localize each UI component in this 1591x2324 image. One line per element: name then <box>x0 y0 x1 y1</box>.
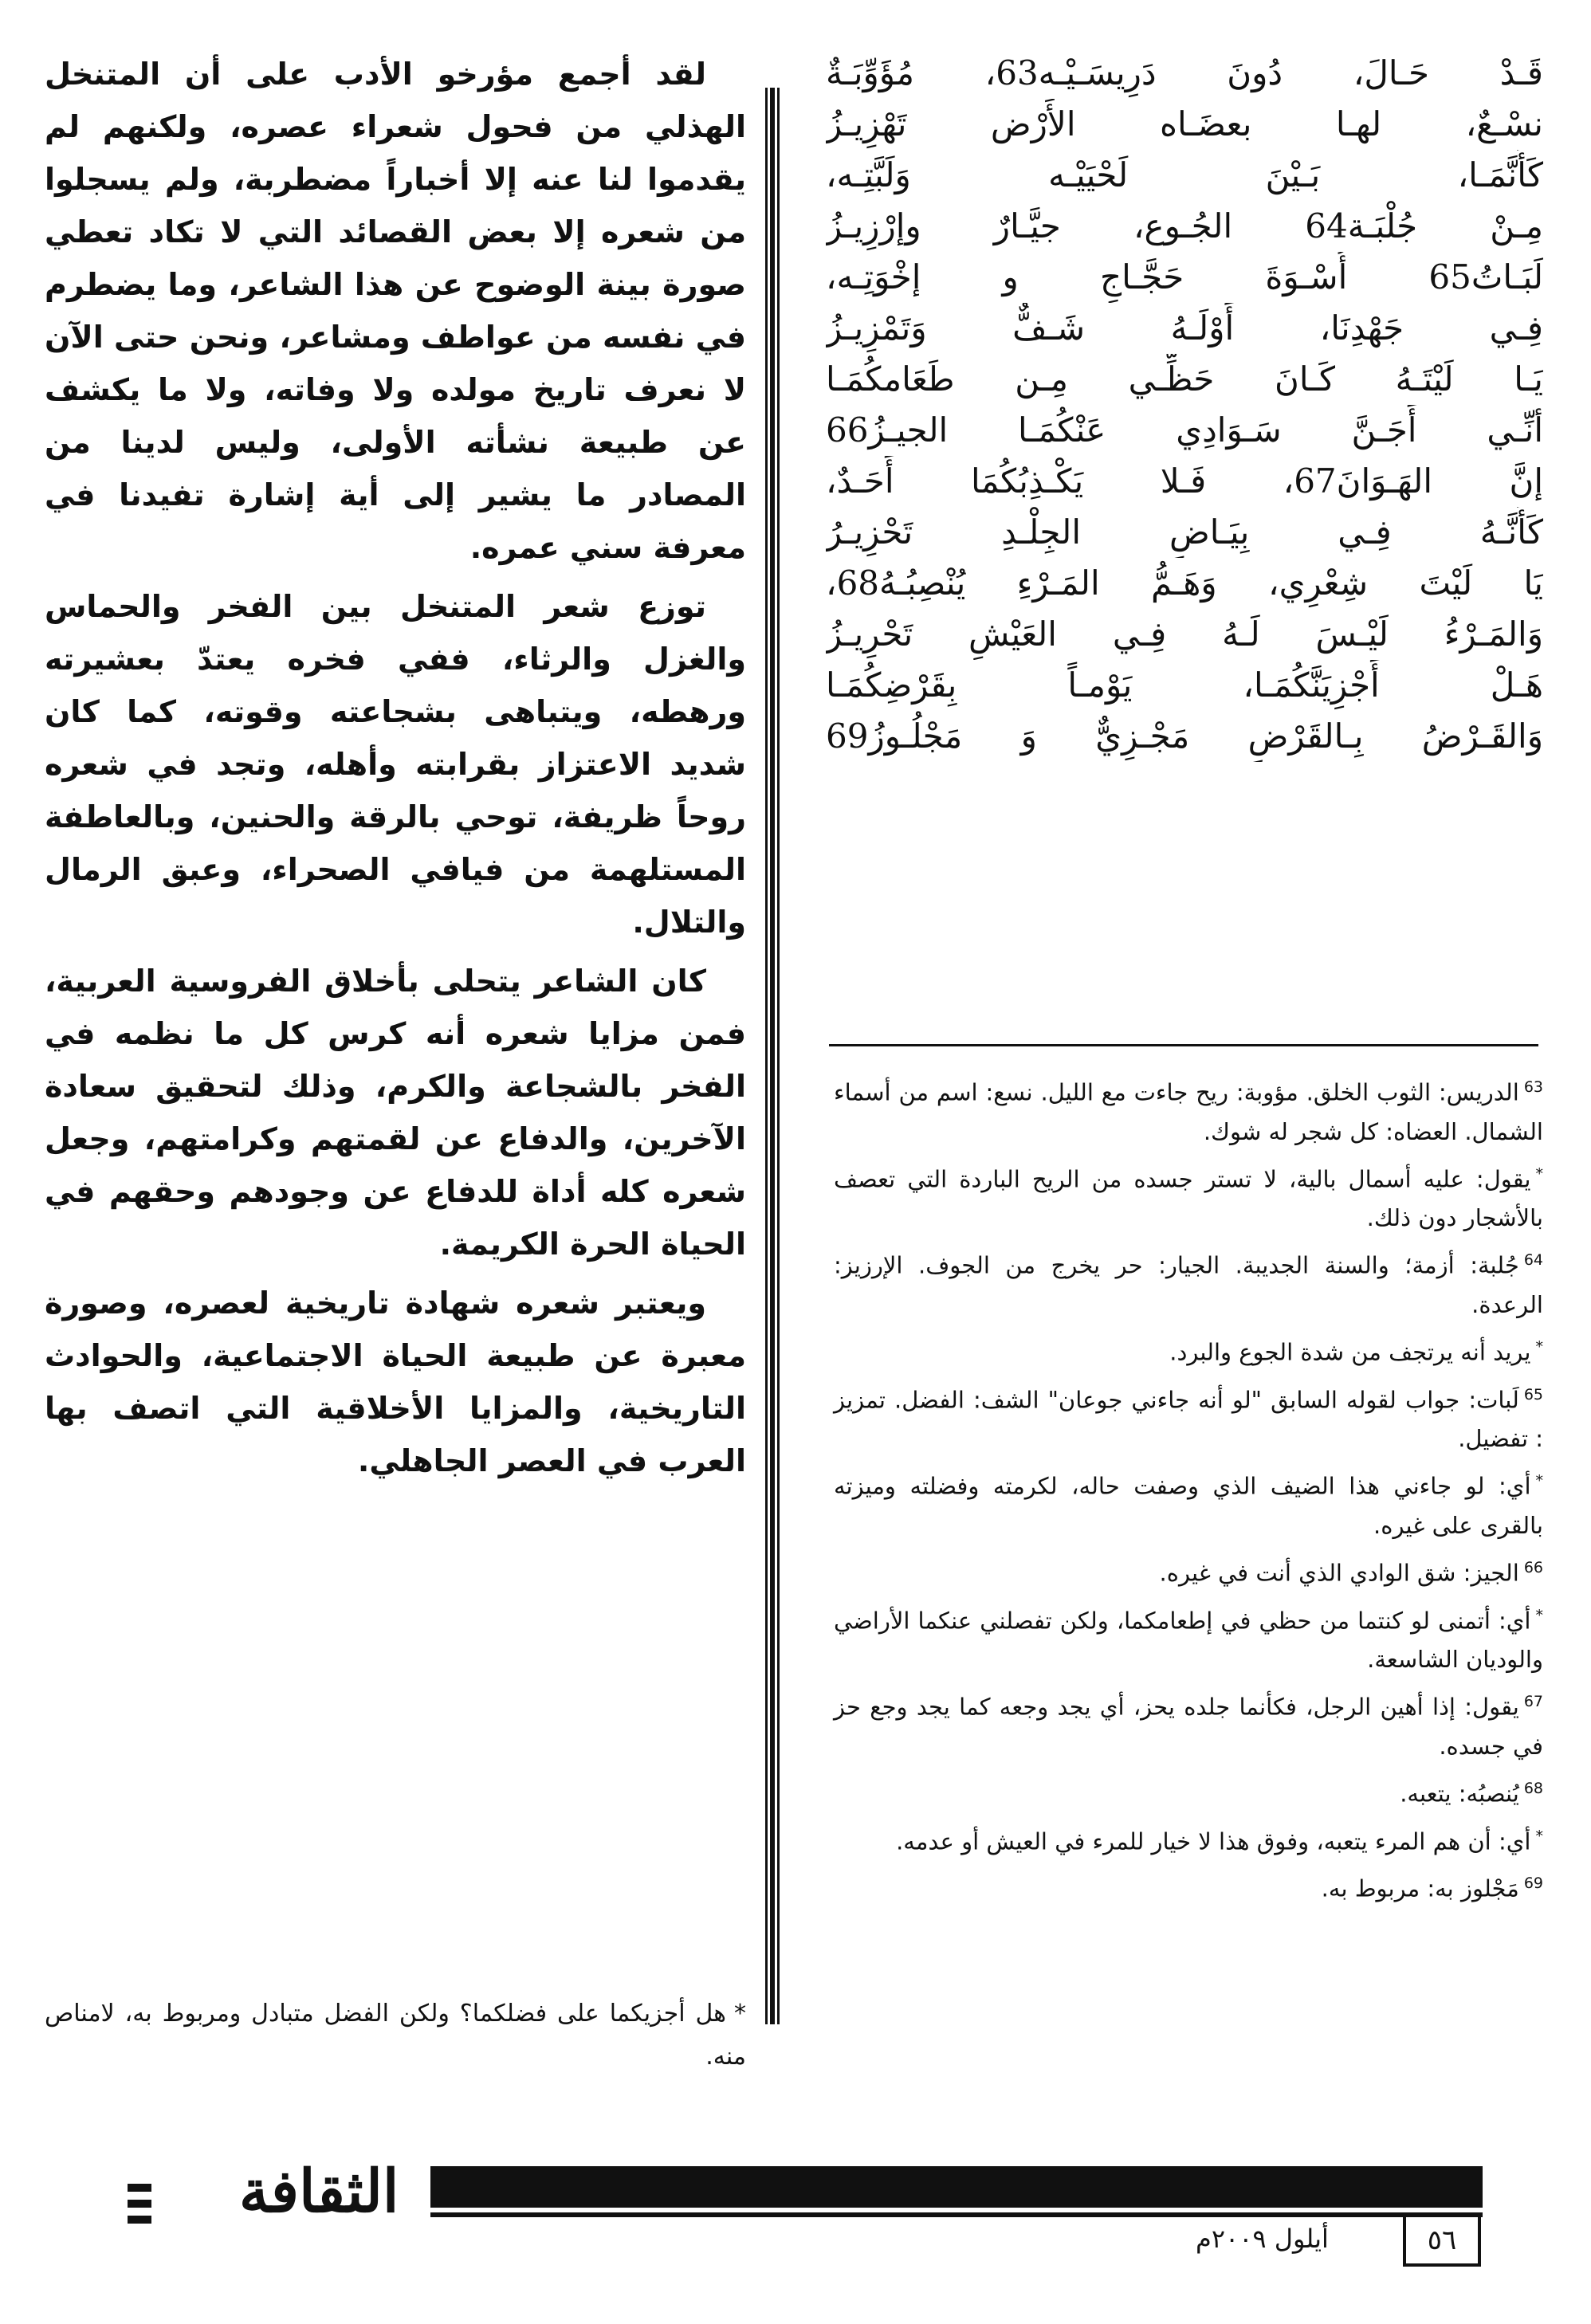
footnote-text: أي: أن هم المرء يتعبه، وفوق هذا لا خيار للمرء في العيش أو عدمه. <box>896 1827 1531 1855</box>
footnote <box>834 1376 1543 1459</box>
footnote-text: يريد أنه يرتجف من شدة الجوع والبرد. <box>1169 1338 1531 1366</box>
poem-verse: وَالقَـرْضُ بِـالقَرْضِ مَجْـزِيٌّ وَ مَجْلُـوزُ69 <box>826 716 1543 756</box>
poem-verse: قَـدْ حَـالَ، دُونَ دَرِيسَـيْـه63، مُؤَوِّبَـةٌ <box>826 53 1543 92</box>
poem-verse: وَالمَـرْءُ لَيْـسَ لَـهُ فِـي العَيْشِ تَحْرِيـزُ <box>826 614 1543 654</box>
footnote-rule <box>829 1044 1538 1046</box>
footnote-text: لَبات: جواب لقوله السابق "لو أنه جاءني جوعان" الشف: الفضل. تمزيز : تفضيل. <box>834 1386 1543 1453</box>
poem-verse: نسْـعٌ، لهـا بعضَـاه الأَرْض تَهْزِيـزُ <box>826 104 1543 143</box>
page-number: ٥٦ <box>1403 2214 1481 2267</box>
logo-bar <box>128 2216 151 2224</box>
footnote-number: 68 <box>1523 1779 1543 1797</box>
footnote <box>834 1682 1543 1766</box>
footnote <box>834 1864 1543 1909</box>
footnote-text: الجيز: شق الوادي الذي أنت في غيره. <box>1159 1559 1519 1587</box>
footnote-number: * <box>1535 1827 1543 1845</box>
footnote-number: 69 <box>1523 1875 1543 1893</box>
magazine-logo: الثقافة <box>239 2157 399 2226</box>
footnote <box>834 1549 1543 1593</box>
footnote-number: * <box>1535 1164 1543 1183</box>
essay-footnote <box>45 1992 746 2079</box>
logo-bar <box>128 2200 151 2208</box>
poem-verse: كَأَنَّمَـا، بَـيْنَ لَحْيَيْـه وَلَبَّتِـه، <box>826 155 1543 194</box>
footnote-text: يقول: إذا أهين الرجل، فكأنما جلده يحز، أي يجد وجعه كما يجد وجع حز في جسده. <box>834 1693 1543 1760</box>
issue-date: أيلول ٢٠٠٩م <box>1196 2224 1329 2254</box>
footnote <box>834 1596 1543 1680</box>
essay-paragraph: كان الشاعر يتحلى بأخلاق الفروسية العربية، فمن مزايا شعره أنه كرس كل ما نظمه في الفخر بالشجاعة والكرم، وذلك لتحقيق سعادة الآخرين، والدفاع عن لقمتهم وكرامتهم، وجعل شعره كله أداة للدفاع عن وجودهم وحقهم في الحياة الحرة الكريمة. <box>45 964 746 1262</box>
logo-bar <box>128 2184 151 2192</box>
essay-paragraph: ويعتبر شعره شهادة تاريخية لعصره، وصورة معبرة عن طبيعة الحياة الاجتماعية، والحوادث التاريخية، والمزايا الأخلاقية التي اتصف بها العرب في العصر الجاهلي. <box>45 1286 746 1478</box>
footnote-number: 63 <box>1523 1078 1543 1096</box>
footnote-number: 67 <box>1523 1693 1543 1711</box>
poem-verse: يَا لَيْتَ شِعْرِي، وَهَـمُّ المَـرْءِ يُنْصِبُـهُ68، <box>826 563 1543 603</box>
footer-bar <box>430 2166 1483 2208</box>
column-divider <box>765 88 781 2024</box>
poem-verse: إنَّ الهَـوَانَ67، فَـلا يَكْـذِبُكُمَا أَحَـدٌ، <box>826 461 1543 501</box>
footnote-text: الدريس: الثوب الخلق. مؤوبة: ريح جاءت مع الليل. نسع: اسم من أسماء الشمال. العضاه: كل شجر له شوك. <box>834 1078 1543 1145</box>
footnote-number: * <box>1535 1606 1543 1624</box>
footnote-text: أي: لو جاءني هذا الضيف الذي وصفت حاله، لكرمته وفضلته وميزته بالقرى على غيره. <box>834 1472 1543 1539</box>
footnote-number: 65 <box>1523 1385 1543 1403</box>
footnote-number: * <box>1535 1337 1543 1356</box>
footnote <box>834 1068 1543 1152</box>
footnote-text: يقول: عليه أسمال بالية، لا تستر جسده من الريح الباردة التي تعصف بالأشجار دون ذلك. <box>834 1165 1543 1232</box>
poem-verse: لَبَـاتُ65 أُسْـوَةَ حَجَّـاجٍ و إخْوَتِـه، <box>826 257 1543 296</box>
footnote <box>834 1241 1543 1325</box>
footnote <box>834 1817 1543 1862</box>
poem-block <box>826 48 1543 762</box>
footnote-text: مَجْلوز به: مربوط به. <box>1321 1875 1519 1902</box>
footnote <box>834 1462 1543 1545</box>
footnotes-block <box>834 1068 1543 1912</box>
essay-paragraph: توزع شعر المتنخل بين الفخر والحماس والغزل والرثاء، ففي فخره يعتدّ بعشيرته ورهطه، ويتباهى بشجاعته وقوته، كما كان شديد الاعتزاز بقرابته وأهله، وتجد في شعره روحاً ظريفة، توحي بالرقة والحنين، وبالعاطفة المستلهمة من فيافي الصحراء، وعبق الرمال والتلال. <box>45 589 746 940</box>
footnote-text: أي: أتمنى لو كنتما من حظي في إطعامكما، ولكن تفصلني عنكما الأراضي والوديان الشاسعة. <box>834 1607 1543 1674</box>
poem-verse: فِـي جَهْدِنَا، أَوْلَـهُ شَـفٌّ وَتَمْزِيـزُ <box>826 308 1543 347</box>
essay-block <box>45 48 746 1494</box>
note-text: هل أجزيكما على فضلكما؟ ولكن الفضل متبادل ومربوط به، لامناص منه. <box>45 2000 746 2071</box>
footnote-text: جُلبة: أزمة؛ والسنة الجديبة. الجيار: حر يخرج من الجوف. الإرزيز: الرعدة. <box>834 1251 1543 1318</box>
poem-verse: يَـا لَيْتَـهُ كَـانَ حَظِّـي مِـن طَعَامكُمَـا <box>826 359 1543 398</box>
footnote-number: 64 <box>1523 1251 1543 1270</box>
footnote-text: يُنصبُه: يتعبه. <box>1400 1780 1519 1808</box>
poem-verse: كَأَنَّـهُ فِـي بِيَـاضِ الجِلْـدِ تَحْزِيـرُ <box>826 512 1543 552</box>
footnote-number: 66 <box>1523 1558 1543 1576</box>
footnote-number: * <box>1535 1472 1543 1490</box>
footnote <box>834 1769 1543 1814</box>
note-star: * <box>734 2000 746 2028</box>
poem-verse: أنِّـي أَجَـنَّ سَـوَادِي عَنْكُمَـا الجيـزُ66 <box>826 410 1543 449</box>
footnote <box>834 1155 1543 1239</box>
poem-verse: هَـلْ أَجْزِيَنَّكُمَـا، يَوْمـاً بِقَرْضِكُمَـا <box>826 665 1543 705</box>
footer-rule <box>430 2212 1483 2217</box>
poem-verse: مِـنْ جُلْبَـة64 الجُـوع، جيَّـارٌ وإرْزِيـزُ <box>826 206 1543 245</box>
essay-paragraph: لقد أجمع مؤرخو الأدب على أن المتنخل الهذلي من فحول شعراء عصره، ولكنهم لم يقدموا لنا عنه إلا أخباراً مضطربة، ولم يسجلوا من شعره إلا بعض القصائد التي لا تكاد تعطي صورة بينة الوضوح عن هذا الشاعر، وما يضطرم في نفسه من عواطف ومشاعر، ونحن حتى الآن لا نعرف تاريخ مولده ولا وفاته، ولا ما يكشف عن طبيعة نشأته الأولى، وليس لدينا من المصادر ما يشير إلى أية إشارة تفيدنا في معرفة سني عمره. <box>45 57 746 565</box>
footnote <box>834 1328 1543 1372</box>
